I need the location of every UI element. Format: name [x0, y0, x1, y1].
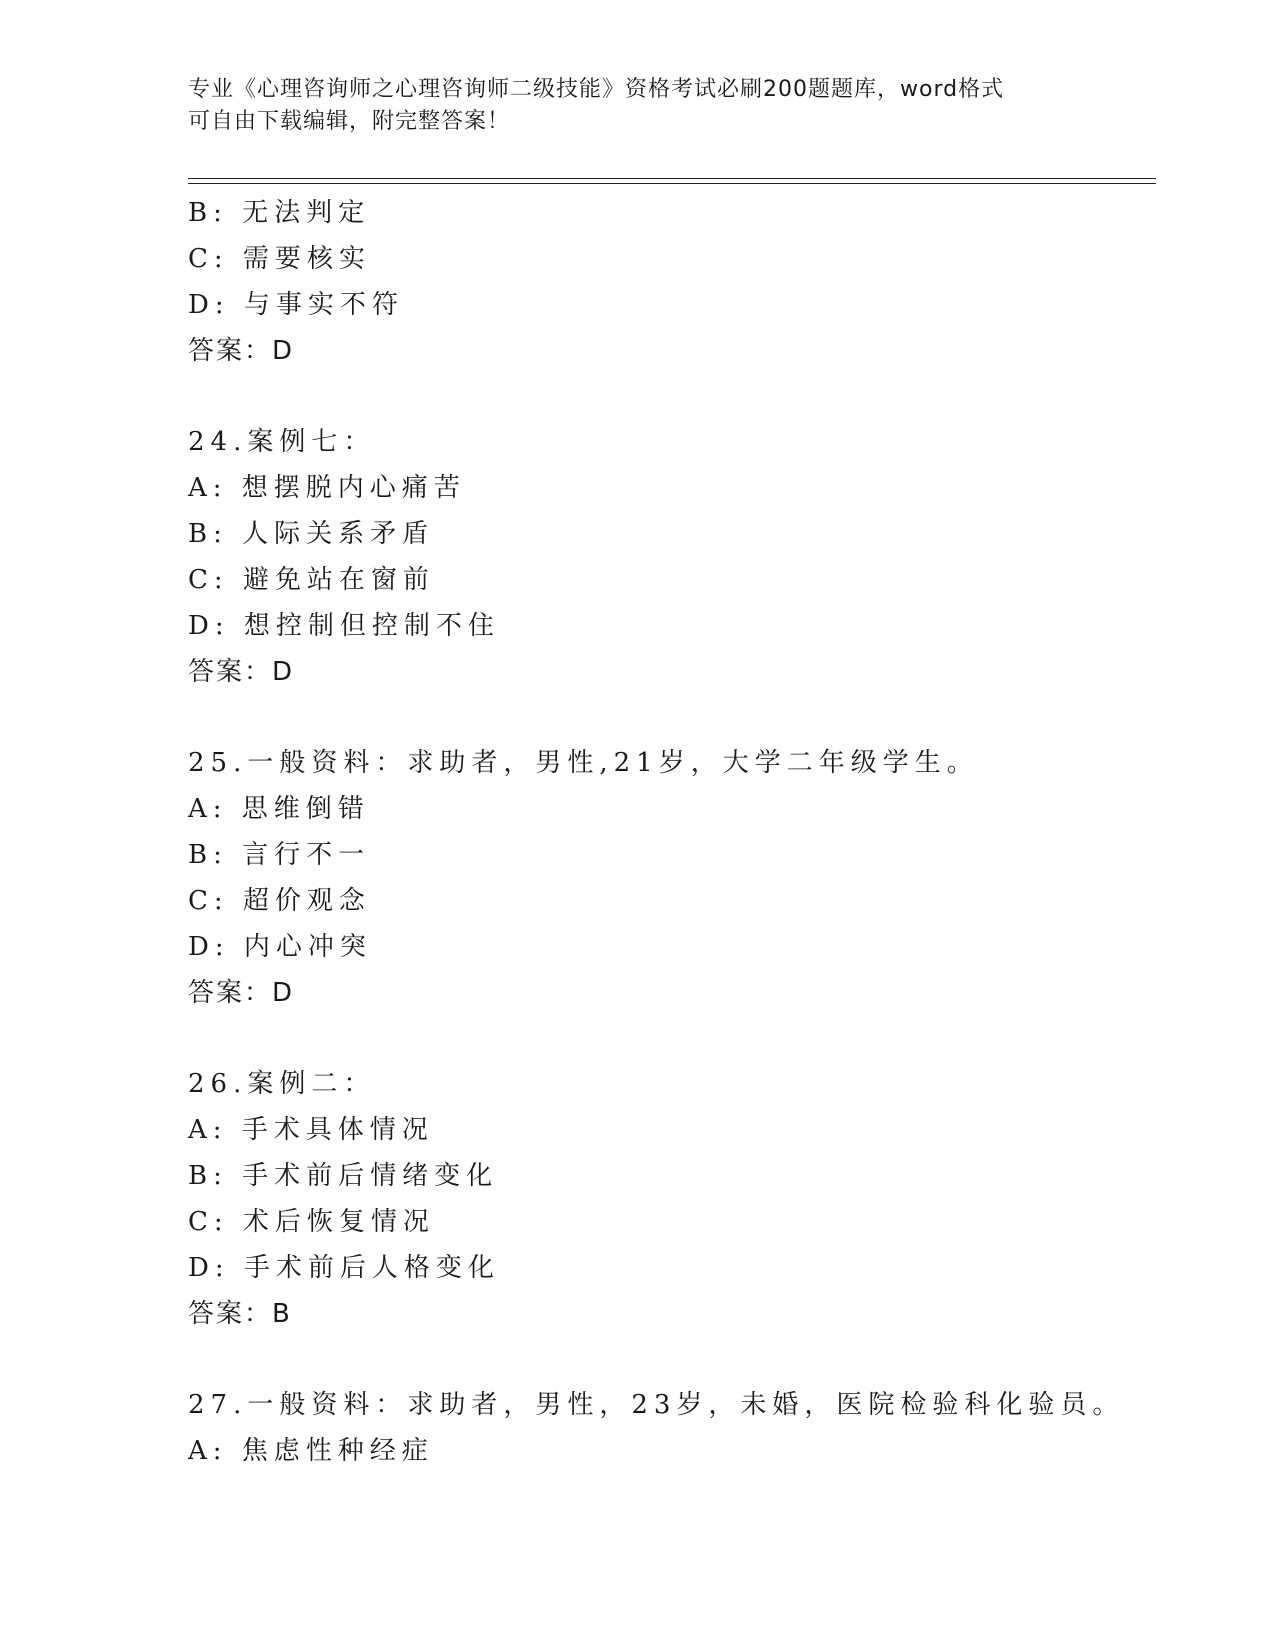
- spacer: [188, 1016, 1148, 1061]
- answer-line: 答案：D: [188, 336, 295, 366]
- spacer: [188, 695, 1148, 740]
- option-d: D: 内心冲突: [188, 932, 372, 962]
- question-block-26: [188, 1061, 1148, 1337]
- option-b: B: 手术前后情绪变化: [188, 1161, 499, 1191]
- question-block-27: [188, 1382, 1148, 1474]
- header-line-1: 专业《心理咨询师之心理咨询师二级技能》资格考试必刷200题题库，word格式: [188, 77, 1005, 102]
- option-a: A: 想摆脱内心痛苦: [188, 473, 466, 503]
- spacer: [188, 1337, 1148, 1382]
- option-b: B: 言行不一: [188, 840, 371, 870]
- option-c: C: 避免站在窗前: [188, 565, 435, 595]
- document-content: [188, 190, 1148, 1474]
- answer-line: 答案：D: [188, 657, 295, 687]
- question-title: 25.一般资料：求助者，男性,21岁，大学二年级学生。: [188, 748, 979, 778]
- option-a: A: 思维倒错: [188, 794, 370, 824]
- option-b: B: 人际关系矛盾: [188, 519, 435, 549]
- question-block-continued: [188, 190, 1148, 374]
- option-a: A: 焦虑性种经症: [188, 1436, 434, 1466]
- answer-line: 答案：B: [188, 1299, 292, 1329]
- question-title: 27.一般资料：求助者，男性，23岁，未婚，医院检验科化验员。: [188, 1390, 1125, 1420]
- question-block-25: [188, 740, 1148, 1016]
- header-divider-bottom: [188, 183, 1156, 184]
- option-a: A: 手术具体情况: [188, 1115, 434, 1145]
- spacer: [188, 374, 1148, 419]
- question-block-24: [188, 419, 1148, 695]
- question-title: 24.案例七：: [188, 427, 376, 457]
- option-d: D: 想控制但控制不住: [188, 611, 500, 641]
- option-d: D: 手术前后人格变化: [188, 1253, 500, 1283]
- option-c: C: 术后恢复情况: [188, 1207, 435, 1237]
- header-divider-top: [188, 178, 1156, 179]
- option-b: B: 无法判定: [188, 198, 371, 228]
- document-header: [188, 74, 1088, 138]
- question-title: 26.案例二：: [188, 1069, 376, 1099]
- option-c: C: 超价观念: [188, 886, 371, 916]
- option-d: D: 与事实不符: [188, 290, 404, 320]
- answer-line: 答案：D: [188, 978, 295, 1008]
- header-line-2: 可自由下载编辑，附完整答案！: [188, 109, 511, 134]
- option-c: C: 需要核实: [188, 244, 371, 274]
